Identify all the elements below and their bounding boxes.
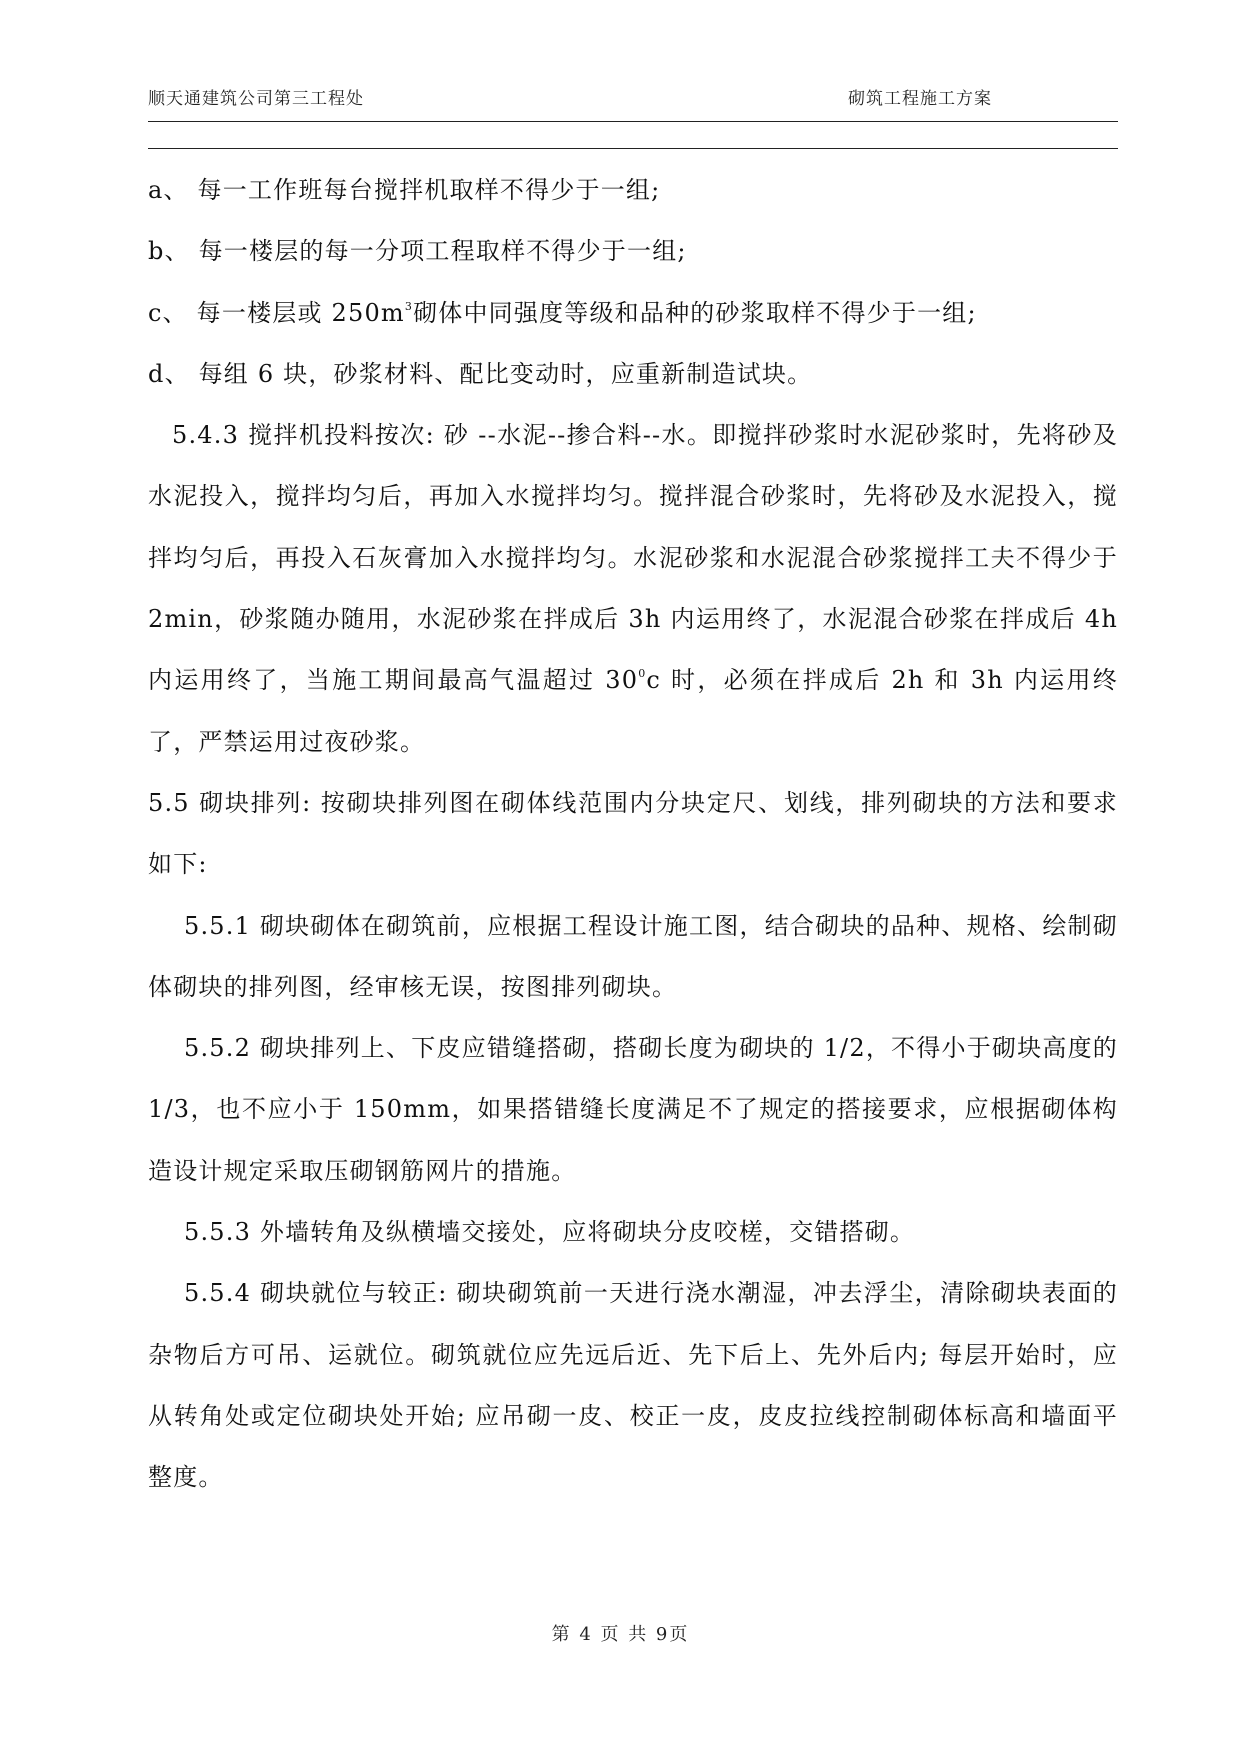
page-body [148, 160, 1118, 1509]
paragraph-5-5: 5.5 砌块排列: 按砌块排列图在砌体线范围内分块定尺、划线，排列砌块的方法和要求如下: [148, 788, 1118, 879]
paragraph-5-4-3-superscript: 0 [638, 667, 647, 681]
list-item-c-text-after: 砌体中同强度等级和品种的砂浆取样不得少于一组; [413, 298, 977, 327]
header-right-title: 砌筑工程施工方案 [848, 89, 992, 109]
list-item-a: a、 每一工作班每台搅拌机取样不得少于一组; [148, 176, 661, 204]
paragraph-5-5-1: 5.5.1 砌块砌体在砌筑前，应根据工程设计施工图，结合砌块的品种、规格、绘制砌体砌块的排列图，经审核无误，按图排列砌块。 [148, 911, 1118, 1001]
list-item-c-superscript: 3 [404, 299, 414, 313]
page-number-footer: 第 4 页 共 9页 [551, 1624, 690, 1645]
list-item-c-text-before: c、 每一楼层或 250m [148, 298, 405, 327]
list-item-b: b、 每一楼层的每一分项工程取样不得少于一组; [148, 237, 687, 266]
paragraph-5-4-3 [148, 405, 1118, 773]
paragraph-5-4-3-text-after: c 时，必须在拌成后 2h 和 3h 内运用终了，严禁运用过夜砂浆。 [148, 666, 1118, 756]
list-item-c [148, 283, 1118, 344]
list-item-d: d、 每组 6 块，砂浆材料、配比变动时，应重新制造试块。 [148, 359, 813, 388]
header-left-company: 顺天通建筑公司第三工程处 [148, 89, 364, 109]
paragraph-5-4-3-text-before: 5.4.3 搅拌机投料按次: 砂 --水泥--掺合料--水。即搅拌砂浆时水泥砂浆时，先将砂及水泥投入，搅拌均匀后，再加入水搅拌均匀。搅拌混合砂浆时，先将砂及水泥投入，搅拌均匀后，再投入石灰膏加入水搅拌均匀。水泥砂浆和水泥混合砂浆搅拌工夫不得少于 2min，砂浆随办随用，水泥砂浆在拌成后 3h 内运用终了，水泥混合砂浆在拌成后 4h 内运用终了，当施工期间最高气温超过 30 [148, 421, 1118, 695]
paragraph-5-5-3: 5.5.3 外墙转角及纵横墙交接处，应将砌块分皮咬槎，交错搭砌。 [184, 1218, 916, 1247]
header-rule-bottom [148, 148, 1118, 149]
paragraph-5-5-4: 5.5.4 砌块就位与较正: 砌块砌筑前一天进行浇水潮湿，冲去浮尘，清除砌块表面的杂物后方可吊、运就位。砌筑就位应先远后近、先下后上、先外后内; 每层开始时，应从转角处或定位砌块处开始; 应吊砌一皮、校正一皮，皮皮拉线控制砌体标高和墙面平整度。 [148, 1279, 1118, 1492]
paragraph-5-5-2: 5.5.2 砌块排列上、下皮应错缝搭砌，搭砌长度为砌块的 1/2，不得小于砌块高度的 1/3，也不应小于 150mm，如果搭错缝长度满足不了规定的搭接要求，应根据砌体构造设计规定采取压砌钢筋网片的措施。 [148, 1034, 1118, 1185]
header-rule-top [148, 121, 1118, 122]
